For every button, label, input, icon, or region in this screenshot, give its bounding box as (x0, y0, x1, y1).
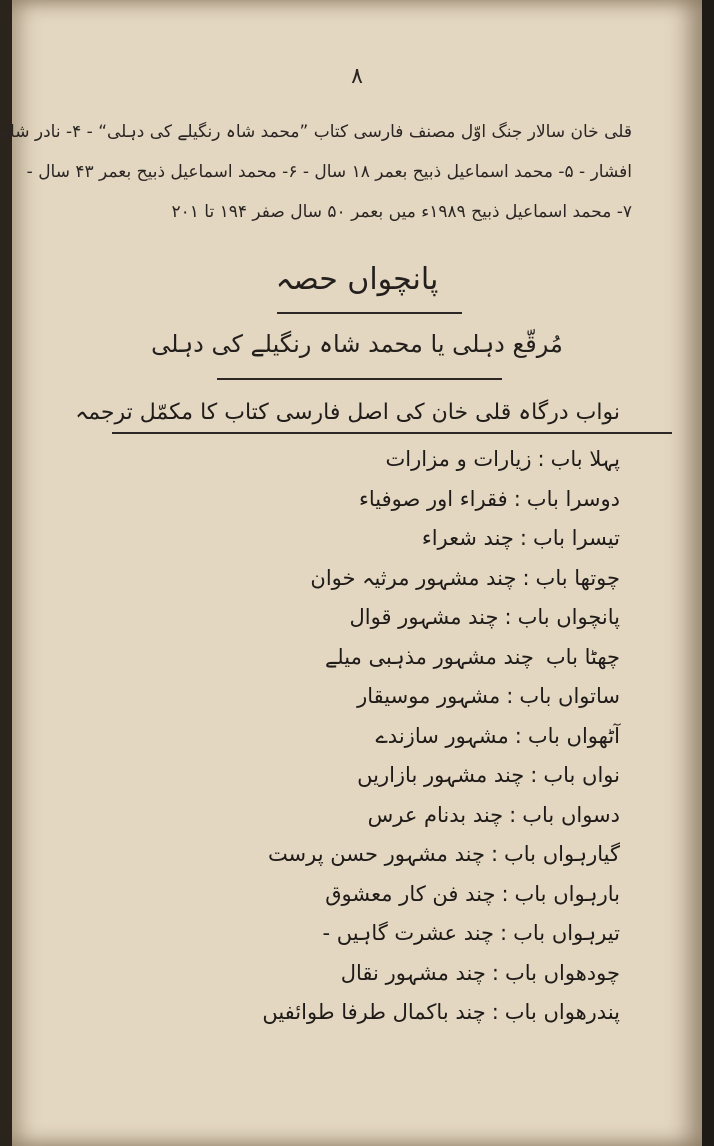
chapter-separator: : (519, 526, 527, 550)
chapter-separator: : (504, 605, 512, 629)
chapter-item (60, 875, 620, 915)
chapter-item (60, 559, 620, 599)
section-heading: پانچواں حصہ (275, 262, 439, 297)
chapter-topic: چند مشہور مذہبی میلے (325, 644, 534, 669)
chapter-item (60, 796, 620, 836)
chapter-label: چودھواں باب (504, 960, 620, 985)
chapter-item (60, 993, 620, 1033)
chapter-item (60, 954, 620, 994)
intro-line: قلی خان سالار جنگ اوّل مصنف فارسی کتاب ”محمد شاہ رنگیلے کی دہلی“ - ۴- نادر شاہ (0, 122, 632, 142)
chapter-separator: : (530, 763, 538, 787)
book-edge (702, 0, 714, 1146)
chapter-topic: مشہور موسیقار (357, 684, 501, 708)
page-number: ۸ (351, 64, 363, 89)
chapter-label: گیارہواں باب (504, 842, 620, 866)
chapter-topic: چند باکمال طرفا طوائفیں (262, 1000, 486, 1024)
chapter-topic: چند مشہور بازاریں (357, 763, 525, 787)
chapter-topic: زیارات و مزارات (385, 447, 532, 471)
chapter-label: پانچواں باب (517, 605, 620, 629)
contents-title: نواب درگاہ قلی خان کی اصل فارسی کتاب کا مکمّل ترجمہ (75, 400, 620, 425)
chapter-item (60, 638, 620, 678)
chapter-separator: : (513, 486, 521, 511)
chapter-separator: : (537, 447, 545, 471)
chapter-item (60, 598, 620, 638)
subheading: مُرقّع دہلی یا محمد شاہ رنگیلے کی دہلی (151, 330, 563, 358)
chapter-item (60, 480, 620, 520)
chapter-item (60, 835, 620, 875)
chapter-label: پہلا باب (550, 447, 620, 471)
chapter-label: چوتھا باب (535, 565, 620, 590)
chapter-separator: : (501, 881, 509, 906)
intro-line: ۷- محمد اسماعیل ذبیح ۱۹۸۹ء میں بعمر ۵۰ سال صفر ۱۹۴ تا ۲۰۱ (171, 202, 632, 222)
chapter-topic: چند مشہور حسن پرست (267, 842, 485, 866)
chapter-topic: چند مشہور مرثیہ خوان (310, 565, 517, 590)
chapter-separator: : (506, 684, 514, 708)
heading-underline (277, 312, 462, 314)
subheading-rule (217, 378, 502, 380)
chapter-label: بارہواں باب (514, 881, 620, 906)
chapter-item (60, 717, 620, 757)
chapter-label: دسواں باب (522, 802, 620, 827)
chapter-topic: چند مشہور نقال (340, 960, 486, 985)
chapter-item (60, 440, 620, 480)
chapter-separator: : (491, 1000, 499, 1024)
chapter-item (60, 677, 620, 717)
chapter-separator: : (522, 565, 530, 590)
chapter-separator: : (490, 842, 499, 866)
chapter-label: تیرہواں باب (513, 921, 620, 945)
chapter-label: آٹھواں باب (527, 723, 620, 748)
chapter-label: دوسرا باب (526, 486, 620, 511)
chapter-separator: : (514, 723, 522, 748)
chapter-label: تیسرا باب (532, 526, 620, 550)
chapter-topic: چند عشرت گاہیں - (322, 921, 495, 945)
chapter-topic: فقراء اور صوفیاء (358, 486, 508, 511)
intro-line: افشار - ۵- محمد اسماعیل ذبیح بعمر ۱۸ سال - ۶- محمد اسماعیل ذبیح بعمر ۴۳ سال - (26, 162, 632, 182)
chapter-separator: : (500, 921, 508, 945)
chapter-separator: : (509, 802, 517, 827)
chapter-label: پندرھواں باب (504, 1000, 620, 1024)
chapter-topic: چند بدنام عرس (367, 802, 504, 827)
chapter-item (60, 914, 620, 954)
chapter-topic: چند شعراء (421, 526, 514, 550)
chapter-label: چھٹا باب (545, 644, 620, 669)
chapter-label: ساتواں باب (519, 684, 620, 708)
chapter-topic: چند مشہور قوال (349, 605, 499, 629)
chapter-separator: : (491, 960, 499, 985)
title-underline (112, 432, 672, 434)
chapter-label: نواں باب (543, 763, 620, 787)
chapter-item (60, 519, 620, 559)
chapter-item (60, 756, 620, 796)
chapter-topic: چند فن کار معشوق (325, 881, 496, 906)
chapter-topic: مشہور سازندے (375, 723, 509, 748)
chapter-list (60, 440, 620, 1033)
